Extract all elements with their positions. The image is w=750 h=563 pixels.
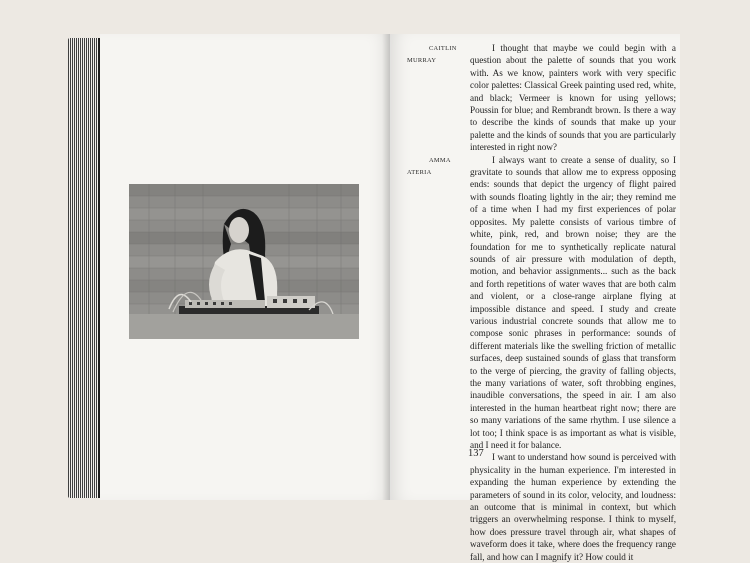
question-paragraph [407, 42, 676, 154]
speaker-label: AMMA ATERIA [407, 156, 451, 177]
right-page [390, 34, 680, 562]
speaker-label: CAITLIN MURRAY [407, 45, 457, 65]
answer-continuation-paragraph [470, 451, 676, 563]
performer-photo [129, 184, 359, 339]
page-edges [68, 38, 104, 498]
left-page [100, 34, 390, 500]
paragraph-text: I thought that maybe we could begin with a question about the palette of sounds that you work with. As we know, painters work with very specific color palettes: Classical Greek painting used red, white, and black; Vermeer is known for using yellows; Poussin for blue; and Rembrandt brown. Is there a way to describe the kinds of sounds that make up your palette and the kinds of sounds that you are particularly interested in right now? [470, 43, 676, 153]
performer-photo-image [129, 184, 359, 339]
interview-text [407, 42, 676, 563]
paragraph-text: I always want to create a sense of duality, so I gravitate to sounds that allow me to express opposing ends: sounds that depict the urgency of flight paired with sounds floating lightly in the air; they remind me of a time when I had my first experiences of polar opposites. My palette consists of various timbre of white, pink, red, and brown noise; they are the foundation for me to synthetically replicate natural sounds of air pressure with modulation of depth, motion, and behavior assignments... such as the back and forth repetitions of water waves that are both calm and violent, or a close-range airplane flying at impossible distance and speed. I study and create various industrial concrete sounds that allow me to compose sonic phrases in performance: sounds of different materials like the swelling friction of metallic surfaces, deep sustained sounds of glass that transform to the verge of piercing, the gravity of falling objects, the many variations of water, soft throbbing engines, inaudible conversations, the speed in air. I am also interested in the human heartbeat right now; there are so many variations of the same rhythm. I use silence a lot too; I think space is as important as what is visible, and I need it for balance. [470, 154, 676, 450]
answer-paragraph [407, 154, 676, 452]
page-number: 137 [468, 448, 484, 459]
open-book [68, 34, 680, 562]
paragraph-text: I want to understand how sound is perceived with physicality in the human experience. I'm interested in expanding the human experience by extending the parameters of sound in its color, velocity, and loudness: an outcome that is minimal in context, but which triggers an overwhelming response. I think to myself, how does pressure travel through air, what shapes of waveform does it take, where does the frequency range fall, and how can I magnify it? How could it [470, 452, 676, 562]
